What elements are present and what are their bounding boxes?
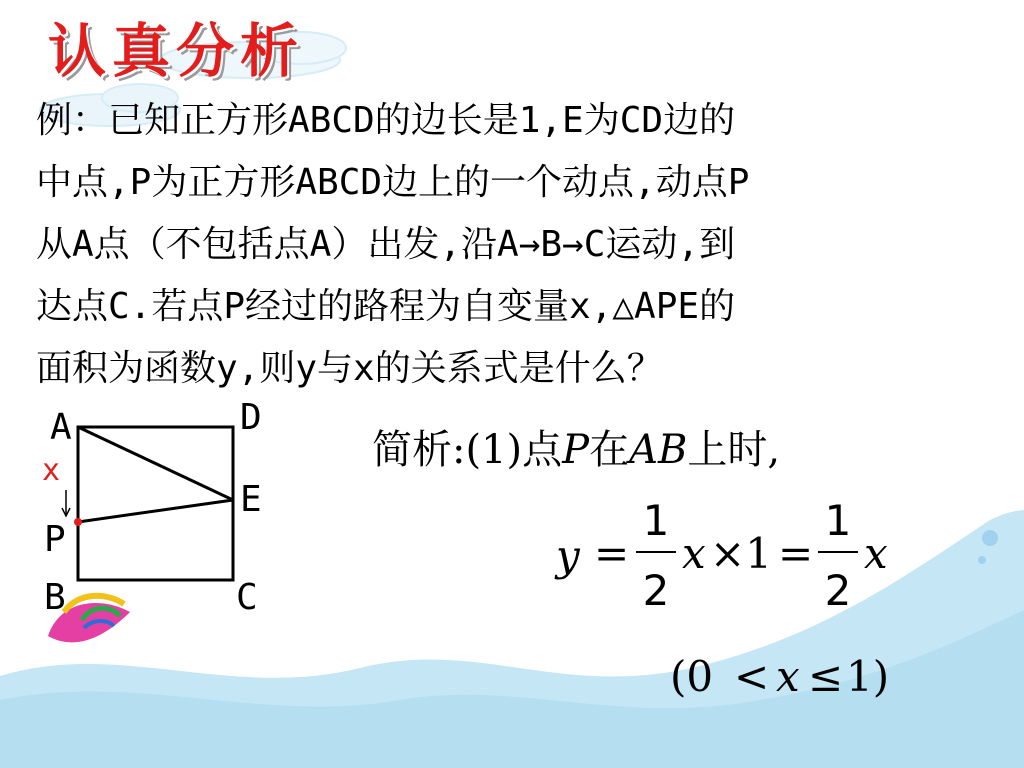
analysis-point-p: P <box>562 427 590 473</box>
domain-x: x <box>776 652 800 701</box>
fraction-numerator-1: 1 <box>642 496 670 545</box>
formula-equals-1: = <box>594 529 630 578</box>
label-x: x <box>42 453 61 488</box>
problem-line: 达点C.若点P经过的路程为自变量x,△APE的 <box>36 286 736 327</box>
fraction-denominator-1: 2 <box>642 566 670 615</box>
formula-y: y <box>556 531 580 580</box>
domain-less-equal: ≤ <box>808 652 844 701</box>
problem-line: 面积为函数y,则y与x的关系式是什么？ <box>36 348 663 389</box>
analysis-suffix: 上时, <box>687 427 781 473</box>
segment-pe <box>78 500 233 522</box>
domain-open: (0 <box>670 652 714 701</box>
problem-line: 例：已知正方形ABCD的边长是1,E为CD边的 <box>36 100 736 141</box>
fraction-bar-1 <box>636 551 676 553</box>
fraction-bar-2 <box>818 551 858 553</box>
domain-less-than: < <box>734 652 770 701</box>
slide-title: 认真分析 <box>48 17 305 85</box>
label-a: A <box>50 407 72 448</box>
label-p: P <box>44 519 66 560</box>
fraction-denominator-2: 2 <box>824 566 852 615</box>
point-p-marker <box>74 518 82 526</box>
domain-close: 1) <box>846 652 890 701</box>
formula-x-2: x <box>864 529 888 578</box>
problem-line: 从A点（不包括点A）出发,沿A→B→C运动,到 <box>36 224 736 265</box>
analysis-heading <box>372 418 780 475</box>
label-c: C <box>236 577 258 618</box>
segment-ae <box>78 427 233 500</box>
label-b: B <box>44 577 66 618</box>
problem-line: 中点,P为正方形ABCD边上的一个动点,动点P <box>36 162 750 203</box>
analysis-in: 在 <box>589 427 630 473</box>
analysis-segment-ab: AB <box>629 427 688 473</box>
label-e: E <box>240 479 262 520</box>
analysis-prefix: 简析:(1)点 <box>372 427 563 473</box>
formula-times-one: ×1 <box>710 529 772 578</box>
label-d: D <box>240 397 262 438</box>
fraction-numerator-2: 1 <box>824 496 852 545</box>
formula-equals-2: = <box>778 529 814 578</box>
formula-x-1: x <box>682 529 706 578</box>
